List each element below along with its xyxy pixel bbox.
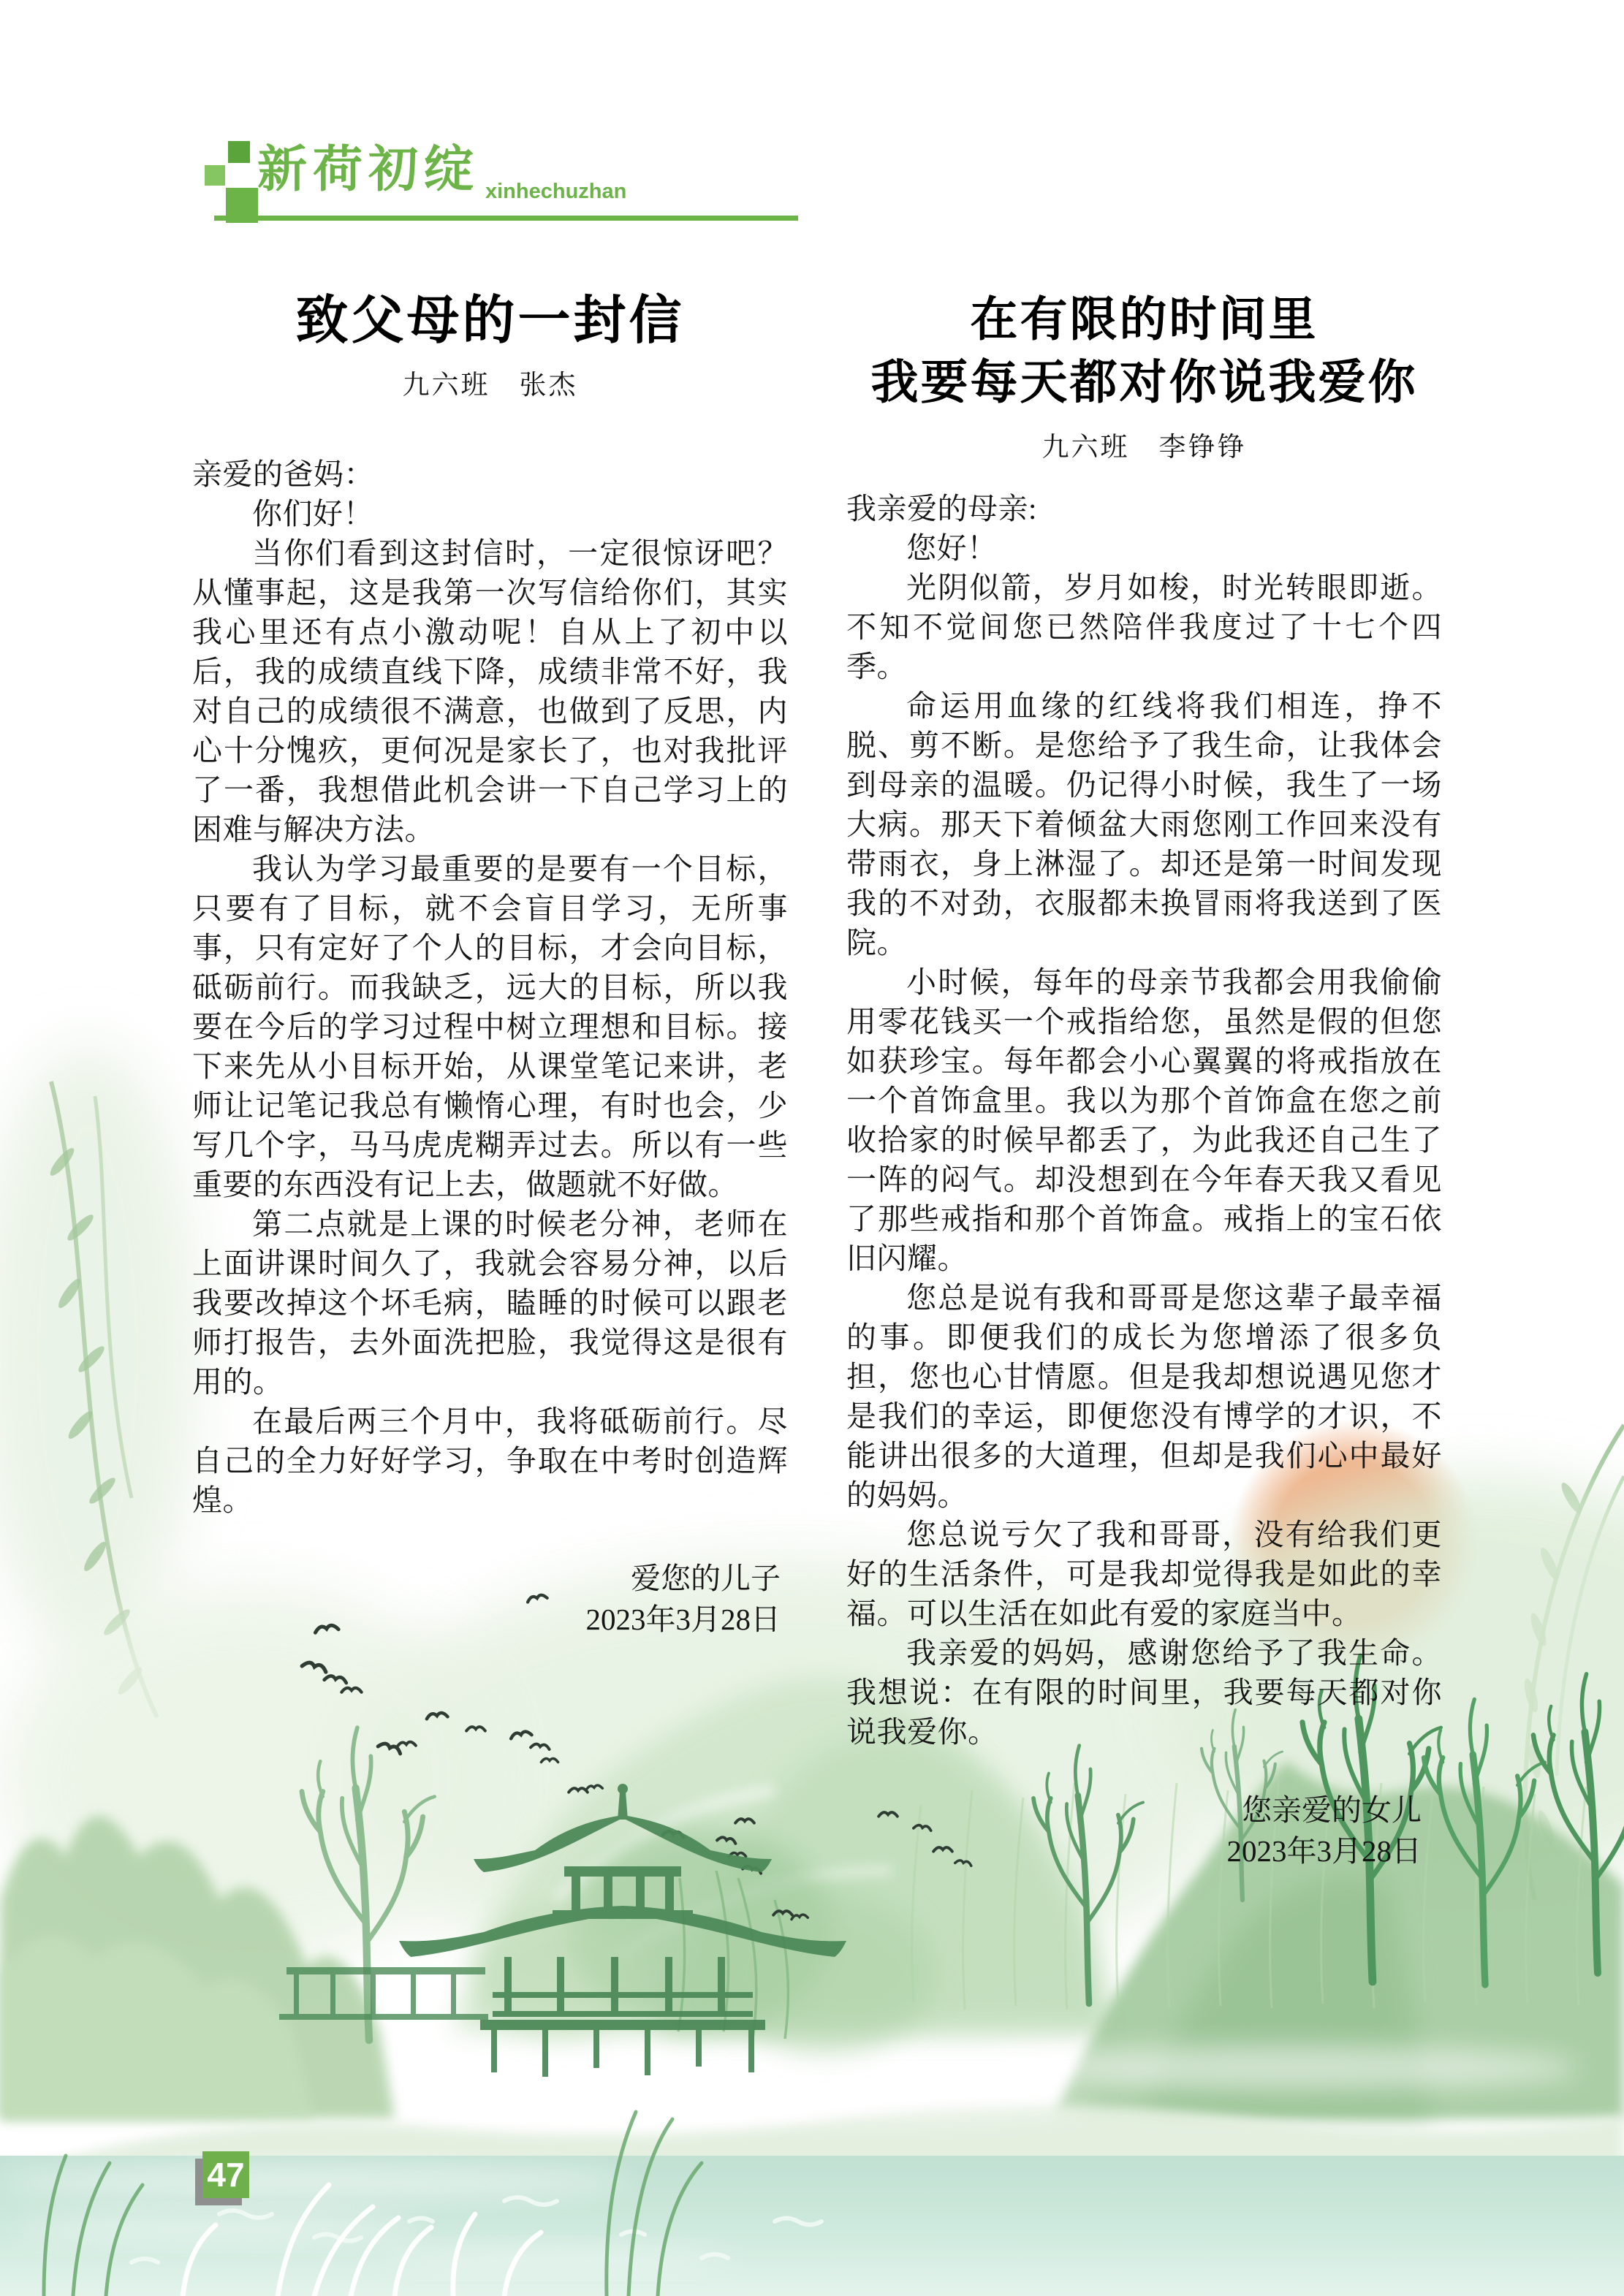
article-right-paragraph: 我亲爱的妈妈，感谢您给予了我生命。我想说：在有限的时间里，我要每天都对你说我爱你。: [846, 1636, 1442, 1749]
article-right: [846, 289, 1442, 1871]
article-left-paragraph: 在最后两三个月中，我将砥砺前行。尽自己的全力好好学习，争取在中考时创造辉煌。: [192, 1404, 788, 1517]
article-left-paragraph: 你们好！: [252, 497, 373, 531]
article-left-paragraph: 当你们看到这封信时，一定很惊讶吧？从懂事起，这是我第一次写信给你们，其实我心里还有点小激动呢！自从上了初中以后，我的成绩直线下降，成绩非常不好，我对自己的成绩很不满意，也做到了反思，内心十分愧疚，更何况是家长了，也对我批评了一番，我想借此机会讲一下自己学习上的困难与解决方法。: [192, 536, 788, 846]
article-left-title: 致父母的一封信: [295, 292, 685, 350]
page-number-badge: 47: [202, 2151, 249, 2198]
article-left-salutation: 亲爱的爸妈：: [192, 457, 374, 491]
article-right-paragraph: 命运用血缘的红线将我们相连，挣不脱、剪不断。是您给予了我生命，让我体会到母亲的温暖。仍记得小时候，我生了一场大病。那天下着倾盆大雨您刚工作回来没有带雨衣，身上淋湿了。却还是第一时间发现我的不对劲，衣服都未换冒雨将我送到了医院。: [846, 689, 1442, 959]
article-left-signoff-name: 爱您的儿子: [631, 1562, 781, 1595]
article-right-signoff-date: 2023年3月28日: [1226, 1834, 1422, 1868]
article-right-title-line2: 我要每天都对你说我爱你: [870, 357, 1418, 409]
article-right-paragraph: 您好！: [906, 531, 998, 565]
logo-underline: [214, 216, 798, 221]
logo-square-icon: [205, 165, 225, 186]
article-left-paragraph: 我认为学习最重要的是要有一个目标，只要有了目标，就不会盲目学习，无所事事，只有定好了个人的目标，才会向目标，砥砺前行。而我缺乏，远大的目标，所以我要在今后的学习过程中树立理想和目标。接下来先从小目标开始，从课堂笔记来讲，老师让记笔记我总有懒惰心理，有时也会，少写几个字，马马虎虎糊弄过去。所以有一些重要的东西没有记上去，做题就不好做。: [192, 852, 788, 1201]
article-right-signoff-name: 您亲爱的女儿: [1242, 1793, 1422, 1827]
article-right-title: [846, 289, 1442, 414]
article-right-paragraph: 光阴似箭，岁月如梭，时光转眼即逝。不知不觉间您已然陪伴我度过了十七个四季。: [846, 571, 1442, 683]
article-right-paragraph: 您总说亏欠了我和哥哥，没有给我们更好的生活条件，可是我却觉得我是如此的幸福。可以生活在如此有爱的家庭当中。: [846, 1518, 1442, 1630]
article-right-title-line1: 在有限的时间里: [970, 294, 1318, 346]
article-right-paragraph: 小时候，每年的母亲节我都会用我偷偷用零花钱买一个戒指给您，虽然是假的但您如获珍宝。每年都会小心翼翼的将戒指放在一个首饰盒里。我以为那个首饰盒在您之前收拾家的时候早都丢了，为此我还自己生了一阵的闷气。却没想到在今年春天我又看见了那些戒指和那个首饰盒。戒指上的宝石依旧闪耀。: [846, 965, 1442, 1275]
article-right-paragraph: 您总是说有我和哥哥是您这辈子最幸福的事。即便我们的成长为您增添了很多负担，您也心甘情愿。但是我却想说遇见您才是我们的幸运，即便您没有博学的才识，不能讲出很多的大道理，但却是我们心中最好的妈妈。: [846, 1281, 1442, 1512]
article-left-paragraph: 第二点就是上课的时候老分神，老师在上面讲课时间久了，我就会容易分神，以后我要改掉这个坏毛病，瞌睡的时候可以跟老师打报告，去外面洗把脸，我觉得这是很有用的。: [192, 1207, 788, 1399]
article-left-signoff-date: 2023年3月28日: [585, 1603, 781, 1636]
article-left: [192, 291, 788, 1640]
article-right-byline: 九六班 李铮铮: [1041, 433, 1247, 463]
magazine-logo: 新荷初绽: [257, 142, 480, 197]
article-right-salutation: 我亲爱的母亲:: [846, 492, 1037, 525]
logo-square-icon: [228, 141, 250, 163]
article-left-byline: 九六班 张杰: [402, 370, 578, 400]
magazine-logo-pinyin: xinhechuzhan: [485, 180, 627, 203]
